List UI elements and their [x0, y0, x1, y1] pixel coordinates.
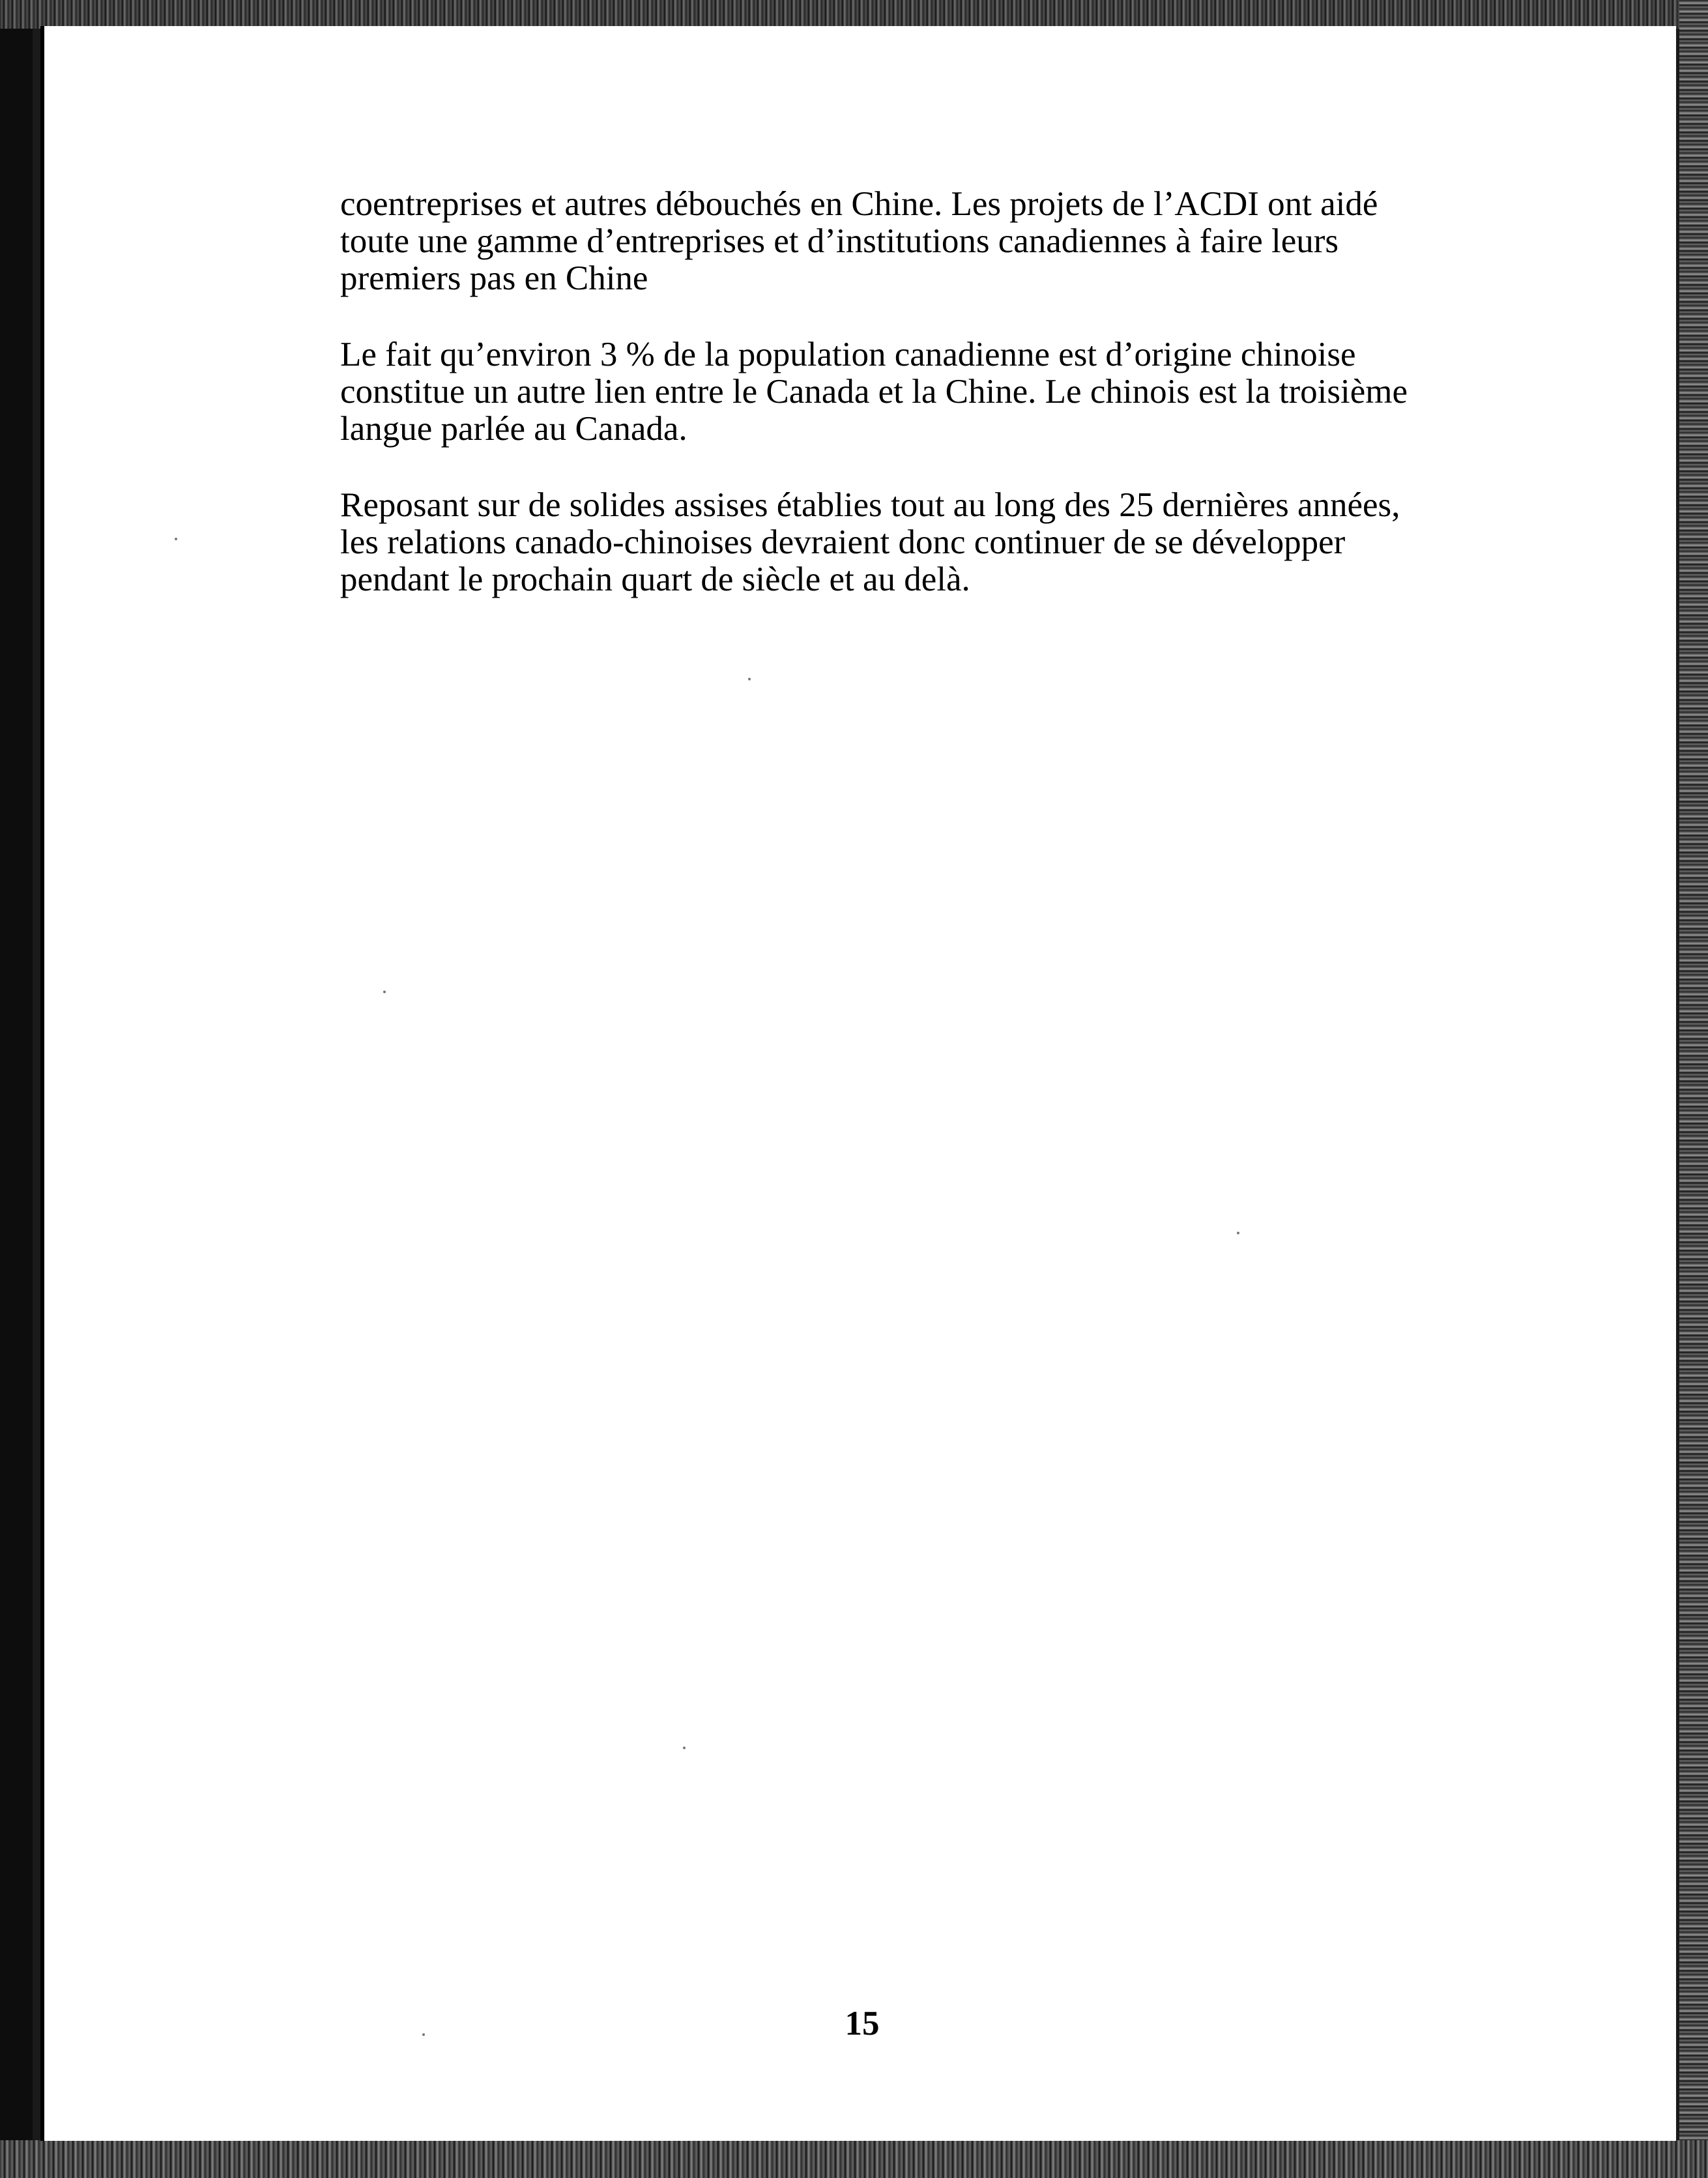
text-line: les relations canado-chinoises devraient donc continuer de se développer [340, 523, 1346, 561]
page-number: 15 [845, 2005, 880, 2042]
scan-speck [748, 678, 751, 680]
scan-top-border [0, 0, 1708, 29]
scan-bottom-border [0, 2140, 1708, 2178]
text-line: coentreprises et autres débouchés en Chine. Les projets de l’ACDI ont aidé [340, 185, 1378, 223]
text-line: langue parlée au Canada. [340, 410, 688, 448]
text-line: premiers pas en Chine [340, 259, 648, 297]
text-line: Le fait qu’environ 3 % de la population canadienne est d’origine chinoise [340, 336, 1356, 373]
scan-left-border [0, 0, 33, 2178]
scan-speck [683, 1747, 686, 1749]
scan-speck [1237, 1232, 1239, 1234]
text-line: constitue un autre lien entre le Canada et la Chine. Le chinois est la troisième [340, 373, 1408, 411]
scan-speck [383, 991, 386, 993]
document-page [40, 26, 1676, 2141]
text-line: pendant le prochain quart de siècle et au delà. [340, 560, 970, 598]
scan-speck [422, 2033, 425, 2036]
paragraph-1 [340, 186, 1461, 297]
text-line: Reposant sur de solides assises établies tout au long des 25 dernières années, [340, 486, 1400, 524]
paragraph-3 [340, 487, 1461, 598]
body-text [340, 186, 1461, 637]
paragraph-2 [340, 336, 1461, 448]
text-line: toute une gamme d’entreprises et d’institutions canadiennes à faire leurs [340, 222, 1339, 260]
scan-speck [175, 538, 177, 540]
scan-right-border [1679, 0, 1708, 2178]
